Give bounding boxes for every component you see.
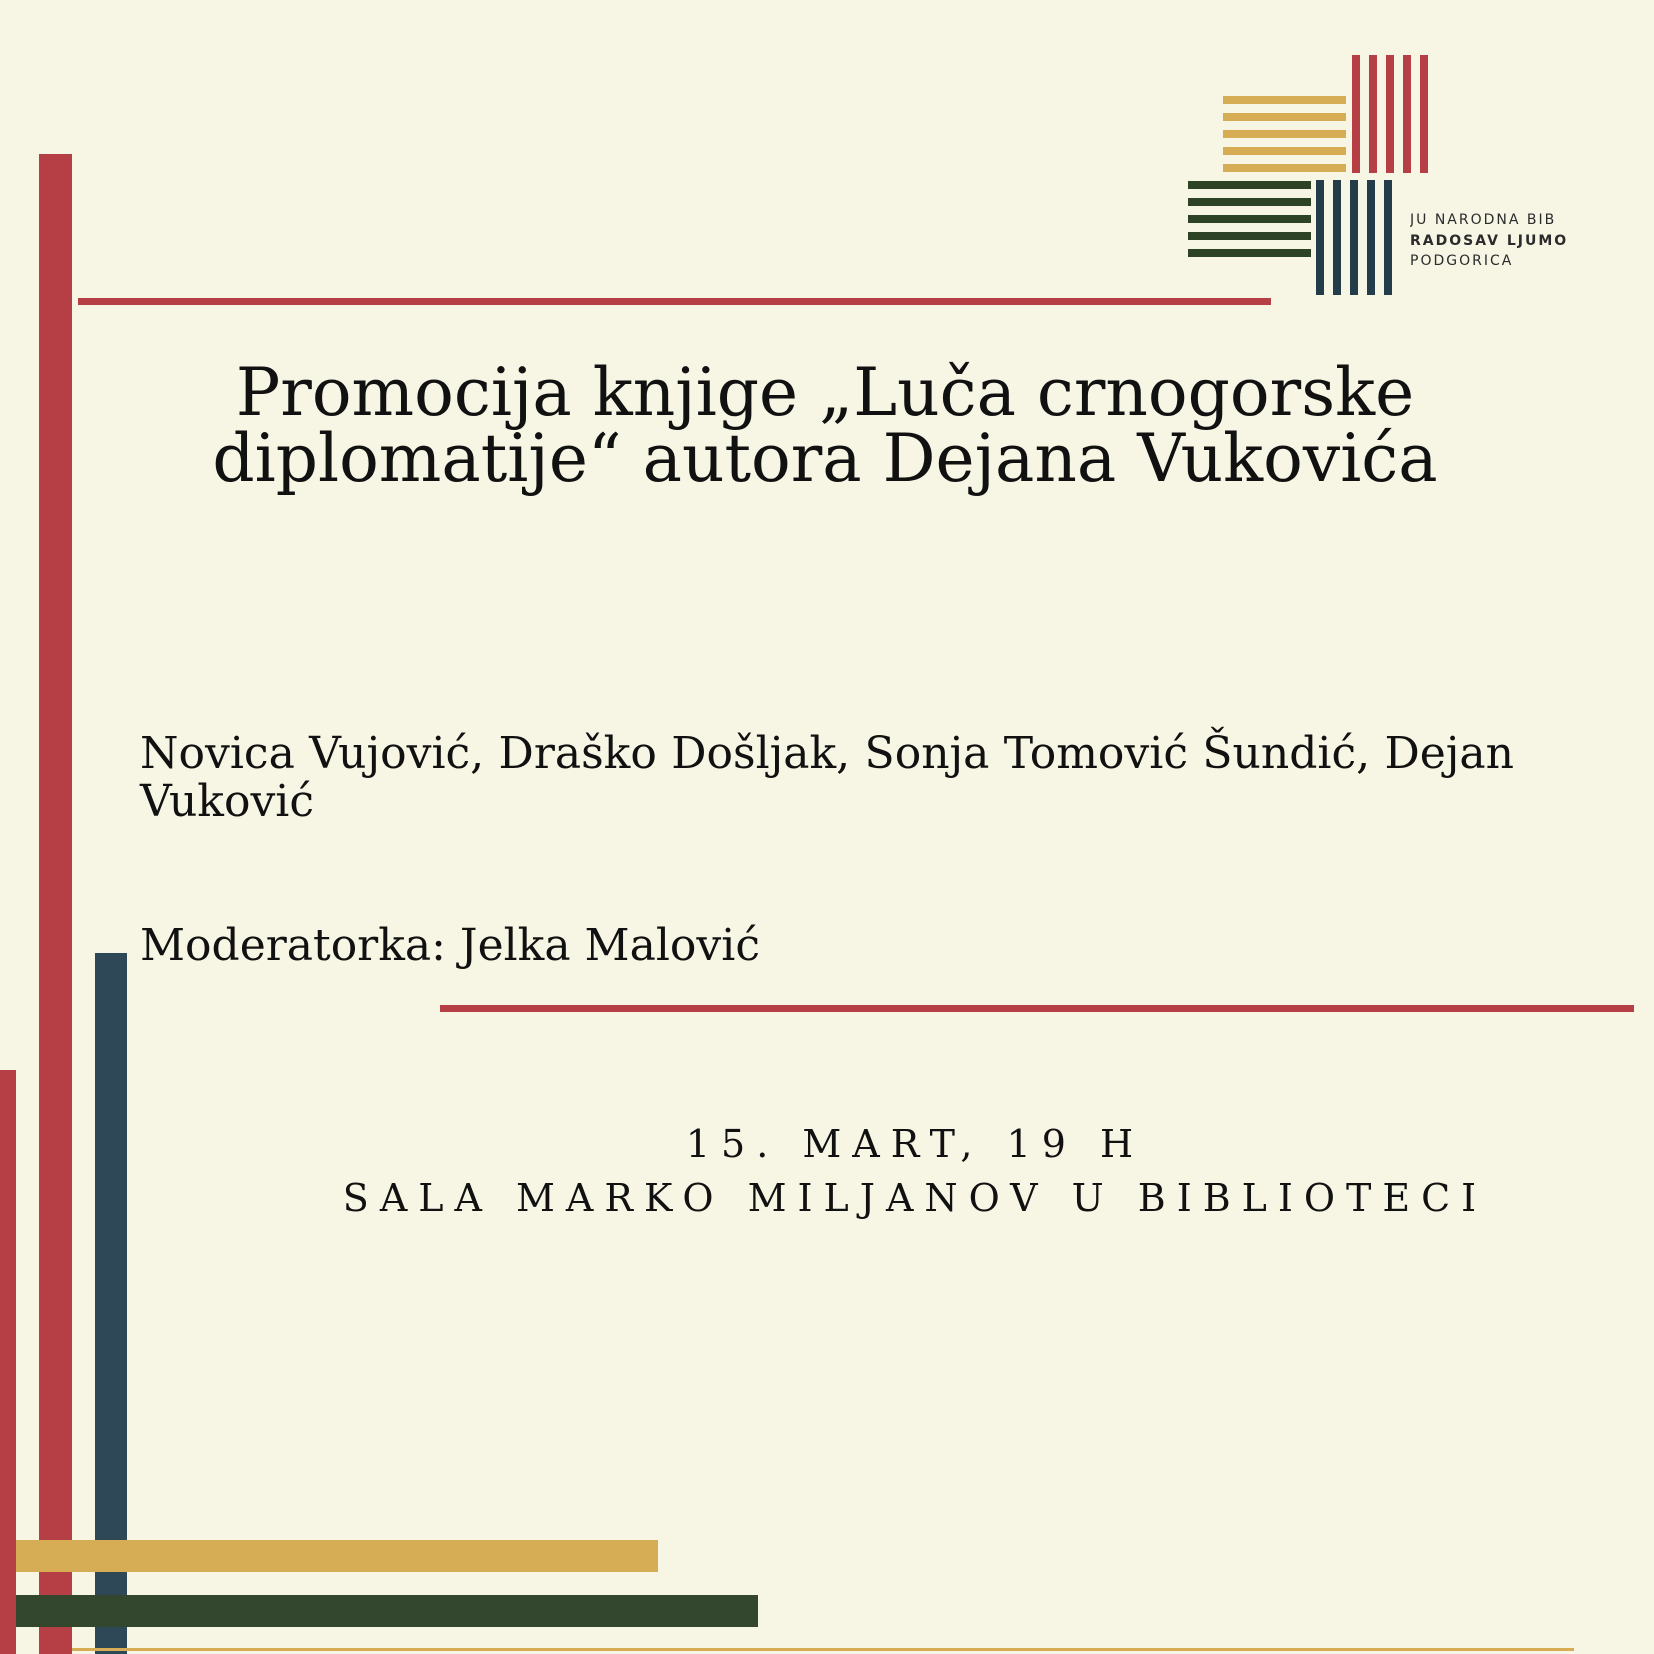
top-red-rule (78, 298, 1271, 305)
left-edge-red-bar (0, 1070, 16, 1654)
left-red-vertical-bar (39, 154, 72, 1654)
green-horizontal-bar (16, 1595, 758, 1627)
participants-list: Novica Vujović, Draško Došljak, Sonja Tomović Šundić, Dejan Vuković (140, 728, 1514, 827)
logo-text-line1: JU NARODNA BIB (1410, 212, 1557, 228)
logo-text-line3: PODGORICA (1410, 253, 1514, 269)
event-date-time: 15. MART, 19 H (685, 1122, 1145, 1166)
event-venue: SALA MARKO MILJANOV U BIBLIOTECI (342, 1176, 1488, 1220)
moderator-line: Moderatorka: Jelka Malović (140, 920, 760, 971)
mustard-horizontal-bar (16, 1540, 658, 1572)
bottom-mustard-rule (72, 1648, 1574, 1651)
logo-text-line2: RADOSAV LJUMO (1410, 233, 1569, 249)
middle-red-rule (440, 1005, 1634, 1012)
event-title: Promocija knjige „Luča crnogorske diplomatije“ autora Dejana Vukovića (212, 354, 1438, 497)
